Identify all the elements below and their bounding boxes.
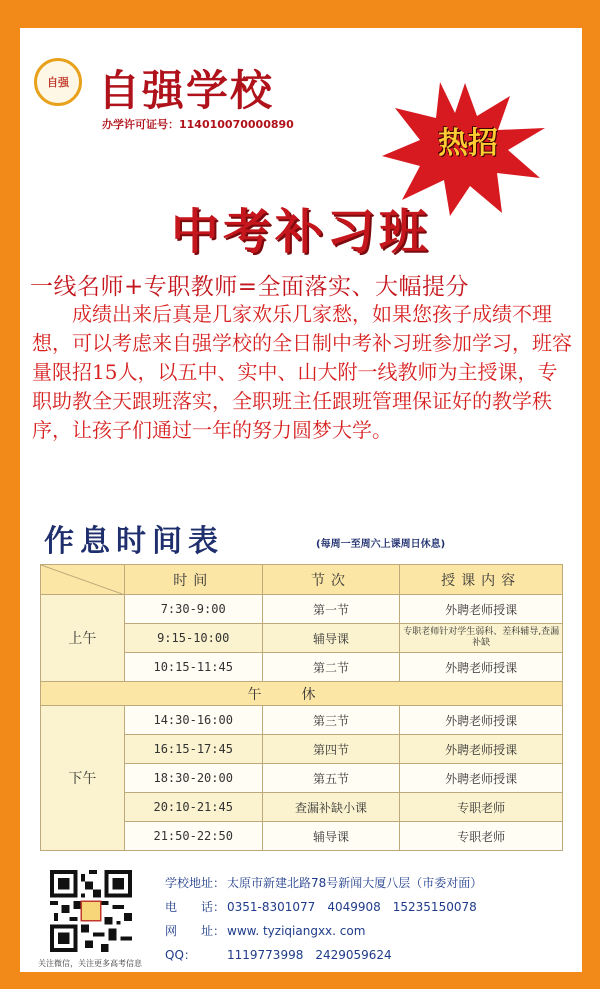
website-row xyxy=(165,919,482,943)
schedule-note: (每周一至周六上课周日休息) xyxy=(316,539,446,550)
period-morning: 上午 xyxy=(41,595,125,682)
address-row xyxy=(165,871,482,895)
row-session: 第五节 xyxy=(262,764,400,793)
qq-value[interactable]: 1119773998 2429059624 xyxy=(227,948,392,962)
row-time: 16:15-17:45 xyxy=(124,735,262,764)
hot-badge-label: 热招 xyxy=(438,126,498,161)
main-title: 中考补习班 xyxy=(170,204,431,260)
row-time: 20:10-21:45 xyxy=(124,793,262,822)
website-label: 网 址： xyxy=(165,924,226,938)
poster xyxy=(20,28,582,972)
row-time: 7:30-9:00 xyxy=(124,595,262,624)
header-time: 时间 xyxy=(124,565,262,595)
period-afternoon: 下午 xyxy=(41,706,125,851)
phone-label: 电 话： xyxy=(165,900,226,914)
schedule-title: 作息时间表 xyxy=(44,524,224,559)
row-content: 外聘老师授课 xyxy=(400,653,563,682)
row-content: 外聘老师授课 xyxy=(400,764,563,793)
qr-caption: 关注微信，关注更多高考信息 xyxy=(38,959,142,968)
row-session: 辅导课 xyxy=(262,822,400,851)
row-content: 外聘老师授课 xyxy=(400,595,563,624)
phone-row xyxy=(165,895,482,919)
table-header-row xyxy=(41,565,563,595)
row-session: 第三节 xyxy=(262,706,400,735)
row-time: 14:30-16:00 xyxy=(124,706,262,735)
row-content: 外聘老师授课 xyxy=(400,735,563,764)
header-content: 授课内容 xyxy=(400,565,563,595)
logo-text: 自强 xyxy=(47,75,69,89)
row-content: 专职老师 xyxy=(400,822,563,851)
row-session: 第四节 xyxy=(262,735,400,764)
qq-row xyxy=(165,943,482,967)
row-time: 18:30-20:00 xyxy=(124,764,262,793)
phone-value[interactable]: 0351-8301077 4049908 15235150078 xyxy=(227,900,477,914)
row-time: 21:50-22:50 xyxy=(124,822,262,851)
school-logo xyxy=(34,58,82,106)
diagonal-line xyxy=(41,565,125,595)
row-session: 辅导课 xyxy=(262,624,400,653)
header-session: 节次 xyxy=(262,565,400,595)
address-label: 学校地址： xyxy=(165,876,226,890)
row-session: 查漏补缺小课 xyxy=(262,793,400,822)
row-content: 外聘老师授课 xyxy=(400,706,563,735)
table-row xyxy=(41,595,563,624)
website-link[interactable]: www. tyziqiangxx. com xyxy=(227,924,366,938)
qq-label: QQ： xyxy=(165,948,196,962)
row-content: 专职老师 xyxy=(400,793,563,822)
table-row xyxy=(41,706,563,735)
contact-block xyxy=(165,871,482,967)
row-time: 10:15-11:45 xyxy=(124,653,262,682)
row-content: 专职老师针对学生弱科、差科辅导,查漏补缺 xyxy=(400,624,563,653)
lunch-label: 午休 xyxy=(41,682,563,706)
license-number: 办学许可证号：114010070000890 xyxy=(102,118,294,131)
table-corner-cell xyxy=(41,565,125,595)
address-value: 太原市新建北路78号新闻大厦八层（市委对面） xyxy=(227,876,483,890)
qr-code-icon[interactable] xyxy=(50,870,132,952)
row-session: 第二节 xyxy=(262,653,400,682)
lunch-row xyxy=(41,682,563,706)
school-name: 自强学校 xyxy=(98,66,275,115)
row-session: 第一节 xyxy=(262,595,400,624)
slogan: 一线名师+专职教师=全面落实、大幅提分 xyxy=(30,274,470,300)
row-time: 9:15-10:00 xyxy=(124,624,262,653)
intro-paragraph: 成绩出来后真是几家欢乐几家愁，如果您孩子成绩不理想，可以考虑来自强学校的全日制中考补习班参加学习，班容量限招15人，以五中、实中、山大附一线教师为主授课，专职助教全天跟班落实，全职班主任跟班管理保证好的教学秩序，让孩子们通过一年的努力圆梦大学。 xyxy=(32,302,572,442)
schedule-table xyxy=(40,564,563,851)
